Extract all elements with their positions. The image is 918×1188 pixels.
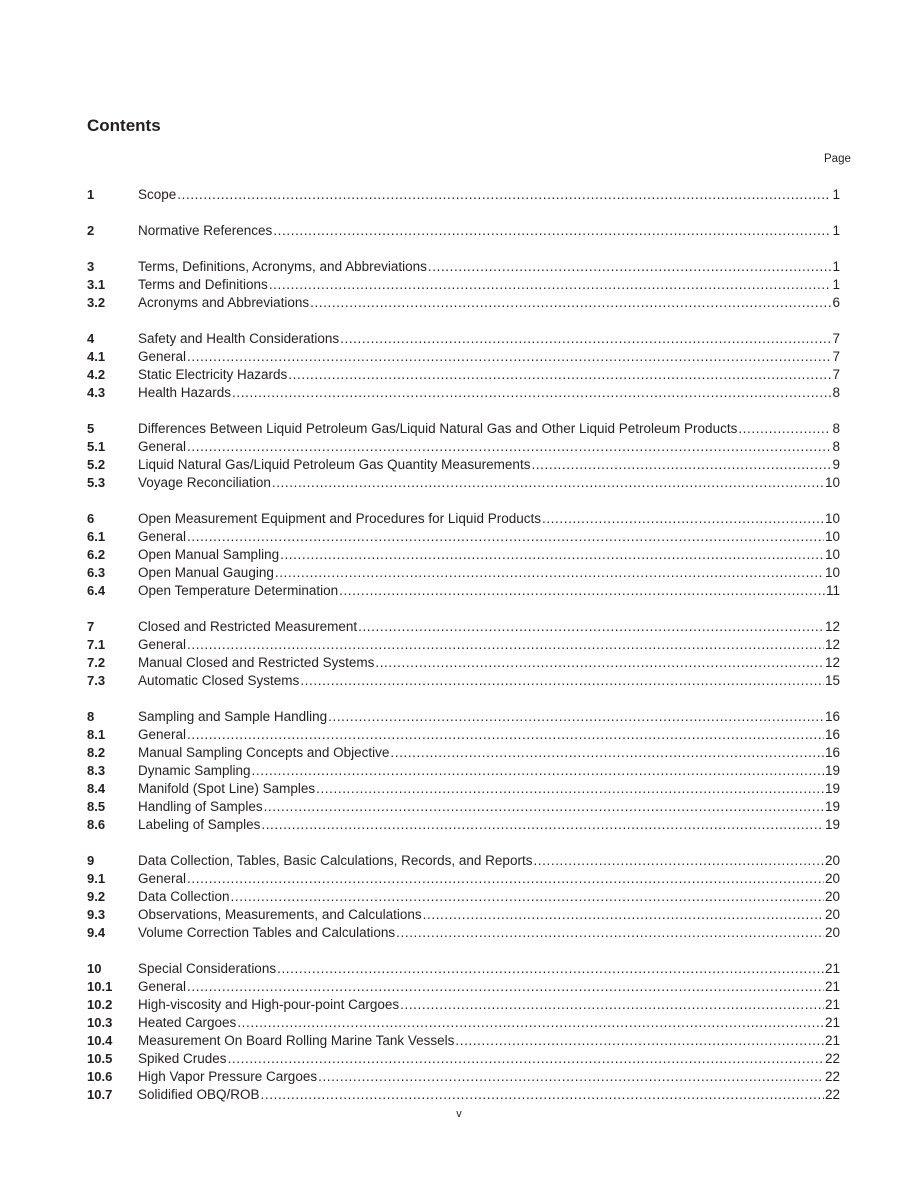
toc-entry-body (138, 1050, 840, 1068)
dot-leader (288, 366, 831, 384)
toc-entry-title: Volume Correction Tables and Calculations (138, 925, 396, 940)
toc-subsection-entry[interactable] (87, 276, 840, 294)
toc-entry-title: General (138, 529, 187, 544)
toc-entry-number: 6.3 (87, 565, 106, 580)
toc-entry-title: Manifold (Spot Line) Samples (138, 781, 316, 796)
toc-entry-number: 9.2 (87, 889, 106, 904)
toc-entry-title: Sampling and Sample Handling (138, 709, 328, 724)
toc-subsection-entry[interactable] (87, 564, 840, 582)
dot-leader (187, 978, 824, 996)
toc-entry-page: 8 (832, 439, 840, 454)
toc-entry-title: Labeling of Samples (138, 817, 261, 832)
toc-entry-title: Normative References (138, 223, 273, 238)
toc-subsection-entry[interactable] (87, 348, 840, 366)
toc-entry-body (138, 672, 840, 690)
toc-entry-page: 10 (824, 529, 840, 544)
toc-entry-title: Differences Between Liquid Petroleum Gas/Liquid Natural Gas and Other Liquid Petroleum Products (138, 421, 738, 436)
dot-leader (328, 708, 824, 726)
toc-entry-number: 9.3 (87, 907, 106, 922)
toc-subsection-entry[interactable] (87, 888, 840, 906)
toc-entry-number: 7.1 (87, 637, 106, 652)
toc-section-entry[interactable] (87, 708, 840, 726)
toc-entry-body (138, 798, 840, 816)
toc-entry-page: 19 (824, 763, 840, 778)
toc-entry-body (138, 222, 840, 240)
toc-entry-number: 7.2 (87, 655, 106, 670)
toc-entry-page: 22 (824, 1087, 840, 1102)
toc-section-entry[interactable] (87, 258, 840, 276)
toc-subsection-entry[interactable] (87, 672, 840, 690)
toc-entry-number: 4.1 (87, 349, 106, 364)
toc-entry-number: 3 (87, 259, 95, 274)
toc-entry-page: 8 (832, 385, 840, 400)
toc-entry-body (138, 762, 840, 780)
toc-entry-body (138, 456, 840, 474)
toc-entry-number: 2 (87, 223, 95, 238)
toc-entry-page: 7 (832, 349, 840, 364)
toc-entry-number: 8 (87, 709, 95, 724)
page-title: Contents (87, 116, 161, 135)
toc-entry-title: Open Manual Gauging (138, 565, 274, 580)
toc-entry-title: High-viscosity and High-pour-point Cargoes (138, 997, 400, 1012)
toc-entry-page: 21 (824, 961, 840, 976)
toc-entry-body (138, 816, 840, 834)
toc-entry-number: 9.4 (87, 925, 106, 940)
toc-entry-title: Acronyms and Abbreviations (138, 295, 310, 310)
dot-leader (187, 438, 831, 456)
toc-entry-body (138, 420, 840, 438)
toc-entry-title: Dynamic Sampling (138, 763, 251, 778)
dot-leader (375, 654, 824, 672)
toc-entry-body (138, 780, 840, 798)
dot-leader (272, 474, 824, 492)
dot-leader (339, 582, 825, 600)
toc-subsection-entry[interactable] (87, 1032, 840, 1050)
toc-entry-page: 1 (832, 277, 840, 292)
toc-entry-title: Terms, Definitions, Acronyms, and Abbreviations (138, 259, 427, 274)
dot-leader (187, 636, 824, 654)
toc-subsection-entry[interactable] (87, 726, 840, 744)
toc-entry-number: 8.6 (87, 817, 106, 832)
toc-entry-number: 10.7 (87, 1087, 113, 1102)
toc-entry-number: 10.6 (87, 1069, 113, 1084)
toc-subsection-entry[interactable] (87, 456, 840, 474)
toc-entry-number: 7 (87, 619, 95, 634)
toc-section-entry[interactable] (87, 852, 840, 870)
toc-entry-page: 22 (824, 1069, 840, 1084)
toc-entry-page: 19 (824, 817, 840, 832)
toc-entry-title: Safety and Health Considerations (138, 331, 340, 346)
toc-entry-body (138, 546, 840, 564)
toc-entry-body (138, 366, 840, 384)
dot-leader (531, 456, 831, 474)
toc-entry-title: Terms and Definitions (138, 277, 268, 292)
toc-entry-page: 20 (824, 871, 840, 886)
toc-entry-body (138, 528, 840, 546)
dot-leader (390, 744, 824, 762)
toc-subsection-entry[interactable] (87, 654, 840, 672)
dot-leader (187, 726, 824, 744)
toc-entry-body (138, 996, 840, 1014)
toc-subsection-entry[interactable] (87, 798, 840, 816)
toc-entry-body (138, 924, 840, 942)
dot-leader (423, 906, 824, 924)
toc-entry-title: Scope (138, 187, 177, 202)
toc-entry-body (138, 888, 840, 906)
toc-entry-body (138, 276, 840, 294)
toc-entry-body (138, 582, 840, 600)
toc-entry-body (138, 384, 840, 402)
toc-entry-title: General (138, 979, 187, 994)
toc-subsection-entry[interactable] (87, 546, 840, 564)
toc-section-entry[interactable] (87, 222, 840, 240)
toc-entry-number: 10.4 (87, 1033, 113, 1048)
dot-leader (252, 762, 824, 780)
dot-leader (358, 618, 824, 636)
toc-entry-title: Closed and Restricted Measurement (138, 619, 358, 634)
dot-leader (396, 924, 824, 942)
toc-entry-title: Observations, Measurements, and Calculations (138, 907, 422, 922)
toc-subsection-entry[interactable] (87, 366, 840, 384)
toc-entry-page: 20 (824, 889, 840, 904)
toc-entry-body (138, 870, 840, 888)
toc-entry-page: 1 (832, 187, 840, 202)
toc-entry-title: Spiked Crudes (138, 1051, 227, 1066)
toc-entry-body (138, 330, 840, 348)
toc-entry-title: General (138, 349, 187, 364)
toc-entry-page: 21 (824, 1033, 840, 1048)
toc-entry-page: 16 (824, 745, 840, 760)
toc-entry-page: 22 (824, 1051, 840, 1066)
dot-leader (261, 1086, 824, 1104)
toc-entry-page: 16 (824, 727, 840, 742)
dot-leader (400, 996, 824, 1014)
toc-entry-number: 10 (87, 961, 102, 976)
toc-entry-body (138, 294, 840, 312)
toc-entry-body (138, 258, 840, 276)
dot-leader (232, 384, 831, 402)
toc-entry-body (138, 960, 840, 978)
toc-subsection-entry[interactable] (87, 294, 840, 312)
toc-entry-number: 4 (87, 331, 95, 346)
toc-entry-title: Open Temperature Determination (138, 583, 339, 598)
dot-leader (177, 186, 831, 204)
toc-entry-number: 8.2 (87, 745, 106, 760)
toc-entry-number: 3.1 (87, 277, 106, 292)
toc-entry-title: General (138, 727, 187, 742)
toc-entry-page: 6 (832, 295, 840, 310)
toc-subsection-entry[interactable] (87, 1050, 840, 1068)
toc-entry-number: 10.1 (87, 979, 113, 994)
dot-leader (533, 852, 824, 870)
toc-section-entry[interactable] (87, 510, 840, 528)
dot-leader (264, 798, 824, 816)
dot-leader (340, 330, 831, 348)
toc-entry-body (138, 708, 840, 726)
toc-entry-number: 8.4 (87, 781, 106, 796)
toc-subsection-entry[interactable] (87, 582, 840, 600)
toc-entry-page: 11 (825, 583, 840, 598)
toc-entry-body (138, 852, 840, 870)
toc-subsection-entry[interactable] (87, 870, 840, 888)
dot-leader (310, 294, 831, 312)
toc-entry-title: Solidified OBQ/ROB (138, 1087, 260, 1102)
toc-entry-title: Heated Cargoes (138, 1015, 237, 1030)
toc-subsection-entry[interactable] (87, 924, 840, 942)
toc-entry-body (138, 348, 840, 366)
toc-entry-title: Data Collection (138, 889, 230, 904)
toc-entry-page: 10 (824, 511, 840, 526)
page-column-header: Page (824, 153, 851, 165)
dot-leader (269, 276, 832, 294)
toc-subsection-entry[interactable] (87, 906, 840, 924)
toc-entry-title: Manual Closed and Restricted Systems (138, 655, 375, 670)
toc-entry-page: 19 (824, 781, 840, 796)
toc-entry-body (138, 510, 840, 528)
toc-entry-number: 6 (87, 511, 95, 526)
toc-subsection-entry[interactable] (87, 528, 840, 546)
toc-subsection-entry[interactable] (87, 978, 840, 996)
toc-entry-page: 1 (832, 223, 840, 238)
toc-subsection-entry[interactable] (87, 816, 840, 834)
toc-entry-body (138, 726, 840, 744)
toc-entry-number: 10.5 (87, 1051, 113, 1066)
toc-entry-page: 12 (824, 637, 840, 652)
toc-entry-number: 5.2 (87, 457, 106, 472)
dot-leader (187, 348, 831, 366)
dot-leader (231, 888, 824, 906)
toc-entry-body (138, 1068, 840, 1086)
toc-entry-page: 9 (832, 457, 840, 472)
dot-leader (316, 780, 824, 798)
toc-entry-page: 20 (824, 907, 840, 922)
toc-subsection-entry[interactable] (87, 762, 840, 780)
toc-subsection-entry[interactable] (87, 1068, 840, 1086)
toc-subsection-entry[interactable] (87, 1014, 840, 1032)
dot-leader (237, 1014, 824, 1032)
toc-entry-page: 1 (832, 259, 840, 274)
toc-entry-number: 6.1 (87, 529, 106, 544)
toc-entry-number: 6.2 (87, 547, 106, 562)
toc-subsection-entry[interactable] (87, 744, 840, 762)
toc-entry-number: 8.5 (87, 799, 106, 814)
toc-subsection-entry[interactable] (87, 1086, 840, 1104)
toc-entry-title: General (138, 871, 187, 886)
toc-entry-page: 19 (824, 799, 840, 814)
dot-leader (275, 564, 824, 582)
toc-entry-title: Handling of Samples (138, 799, 263, 814)
toc-entry-page: 7 (832, 331, 840, 346)
toc-entry-title: Open Measurement Equipment and Procedures for Liquid Products (138, 511, 541, 526)
toc-entry-body (138, 1032, 840, 1050)
toc-entry-body (138, 474, 840, 492)
toc-entry-title: General (138, 439, 187, 454)
toc-entry-number: 1 (87, 187, 95, 202)
toc-entry-body (138, 654, 840, 672)
toc-section-entry[interactable] (87, 330, 840, 348)
toc-entry-number: 5.3 (87, 475, 106, 490)
toc-entry-title: Manual Sampling Concepts and Objective (138, 745, 390, 760)
toc-entry-title: Open Manual Sampling (138, 547, 280, 562)
toc-entry-body (138, 1086, 840, 1104)
toc-entry-page: 21 (824, 1015, 840, 1030)
toc-entry-page: 21 (824, 979, 840, 994)
toc-subsection-entry[interactable] (87, 384, 840, 402)
toc-entry-page: 12 (824, 655, 840, 670)
dot-leader (738, 420, 831, 438)
footer-page-number: v (456, 1108, 462, 1120)
toc-subsection-entry[interactable] (87, 780, 840, 798)
toc-entry-title: Automatic Closed Systems (138, 673, 300, 688)
toc-entry-body (138, 744, 840, 762)
toc-entry-title: Special Considerations (138, 961, 277, 976)
toc-entry-body (138, 1014, 840, 1032)
toc-section-entry[interactable] (87, 186, 840, 204)
toc-entry-title: Data Collection, Tables, Basic Calculations, Records, and Reports (138, 853, 533, 868)
toc-entry-page: 10 (824, 547, 840, 562)
dot-leader (300, 672, 824, 690)
toc-entry-number: 4.2 (87, 367, 106, 382)
toc-entry-number: 3.2 (87, 295, 106, 310)
toc-entry-number: 9 (87, 853, 95, 868)
dot-leader (455, 1032, 824, 1050)
toc-subsection-entry[interactable] (87, 438, 840, 456)
toc-entry-number: 5 (87, 421, 95, 436)
toc-entry-body (138, 906, 840, 924)
toc-entry-body (138, 186, 840, 204)
toc-entry-page: 10 (824, 475, 840, 490)
toc-entry-page: 20 (824, 925, 840, 940)
toc-entry-number: 8.3 (87, 763, 106, 778)
toc-entry-page: 8 (832, 421, 840, 436)
toc-entry-page: 12 (824, 619, 840, 634)
toc-entry-number: 4.3 (87, 385, 106, 400)
dot-leader (277, 960, 824, 978)
dot-leader (273, 222, 831, 240)
toc-entry-number: 10.2 (87, 997, 113, 1012)
toc-section-entry[interactable] (87, 960, 840, 978)
toc-entry-page: 20 (824, 853, 840, 868)
dot-leader (428, 258, 832, 276)
toc-entry-title: High Vapor Pressure Cargoes (138, 1069, 318, 1084)
toc-entry-body (138, 564, 840, 582)
toc-entry-body (138, 636, 840, 654)
toc-entry-title: Liquid Natural Gas/Liquid Petroleum Gas Quantity Measurements (138, 457, 531, 472)
toc-entry-page: 16 (824, 709, 840, 724)
table-of-contents (87, 186, 840, 1104)
toc-section-entry[interactable] (87, 618, 840, 636)
toc-entry-body (138, 978, 840, 996)
toc-entry-title: Health Hazards (138, 385, 232, 400)
dot-leader (542, 510, 824, 528)
toc-entry-title: Measurement On Board Rolling Marine Tank Vessels (138, 1033, 455, 1048)
toc-entry-title: General (138, 637, 187, 652)
toc-entry-title: Voyage Reconciliation (138, 475, 271, 490)
toc-entry-body (138, 618, 840, 636)
toc-entry-page: 10 (824, 565, 840, 580)
dot-leader (280, 546, 824, 564)
dot-leader (261, 816, 824, 834)
toc-entry-title: Static Electricity Hazards (138, 367, 288, 382)
toc-entry-number: 9.1 (87, 871, 106, 886)
toc-entry-number: 10.3 (87, 1015, 113, 1030)
toc-subsection-entry[interactable] (87, 996, 840, 1014)
toc-entry-page: 7 (832, 367, 840, 382)
toc-entry-number: 5.1 (87, 439, 106, 454)
toc-entry-number: 8.1 (87, 727, 106, 742)
dot-leader (187, 528, 824, 546)
toc-subsection-entry[interactable] (87, 474, 840, 492)
toc-subsection-entry[interactable] (87, 636, 840, 654)
toc-entry-number: 6.4 (87, 583, 106, 598)
dot-leader (187, 870, 824, 888)
toc-entry-page: 15 (824, 673, 840, 688)
toc-entry-page: 21 (824, 997, 840, 1012)
toc-entry-number: 7.3 (87, 673, 106, 688)
dot-leader (318, 1068, 824, 1086)
toc-section-entry[interactable] (87, 420, 840, 438)
toc-entry-body (138, 438, 840, 456)
dot-leader (228, 1050, 824, 1068)
